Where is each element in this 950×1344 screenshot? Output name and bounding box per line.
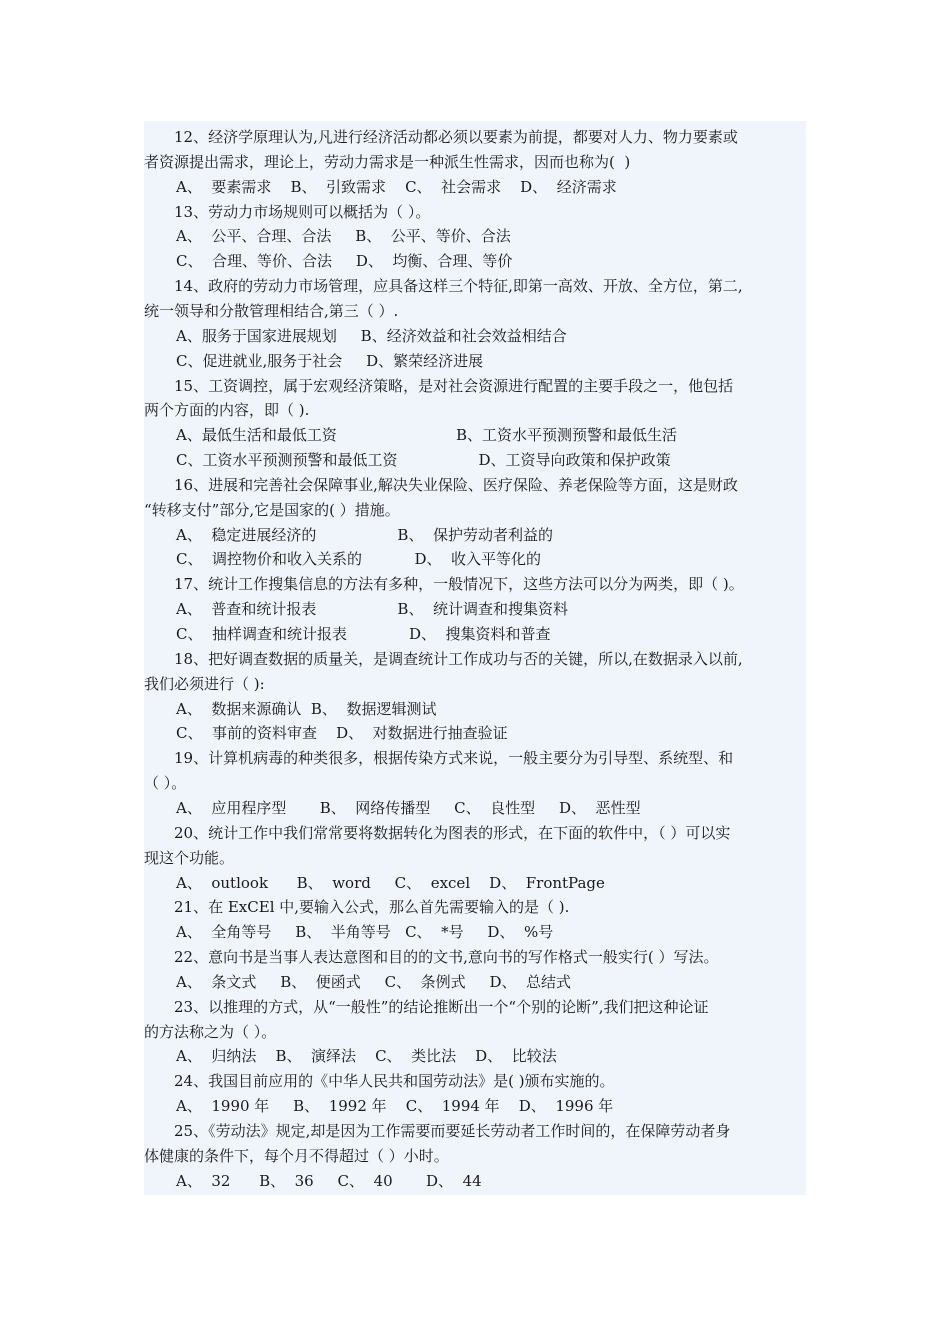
question-text-line: 18、把好调查数据的质量关，是调查统计工作成功与否的关键，所以,在数据录入以前, (174, 649, 743, 668)
question-text-line: “转移支付”部分,它是国家的( ）措施。 (144, 500, 400, 519)
answer-options-line: A、 32 B、 36 C、 40 D、 44 (176, 1171, 482, 1190)
question-text-line: （ ）。 (144, 774, 187, 793)
answer-options-line: A、 稳定进展经济的 B、 保护劳动者利益的 (176, 525, 553, 544)
answer-options-line: C、促进就业,服务于社会 D、繁荣经济进展 (176, 351, 484, 370)
answer-options-line: C、 事前的资料审查 D、 对数据进行抽查验证 (176, 724, 508, 743)
question-text-line: 21、在 ExCEl 中,要输入公式，那么首先需要输入的是（ ). (174, 898, 570, 917)
answer-options-line: C、工资水平预测预警和最低工资 D、工资导向政策和保护政策 (176, 451, 671, 470)
answer-options-line: C、 抽样调查和统计报表 D、 搜集资料和普查 (176, 625, 551, 643)
answer-options-line: A、最低生活和最低工资 B、工资水平预测预警和最低生活 (176, 426, 678, 445)
answer-options-line: A、 应用程序型 B、 网络传播型 C、 良性型 D、 恶性型 (176, 798, 641, 817)
answer-options-line: C、 调控物价和收入关系的 D、 收入平等化的 (176, 550, 542, 569)
question-text-line: 统一领导和分散管理相结合,第三（ ）. (144, 301, 399, 320)
question-text-line: 15、工资调控，属于宏观经济策略，是对社会资源进行配置的主要手段之一，他包括 (174, 376, 734, 395)
answer-options-line: A、 1990 年 B、 1992 年 C、 1994 年 D、 1996 年 (176, 1097, 614, 1116)
question-text-line: 19、计算机病毒的种类很多，根据传染方式来说，一般主要分为引导型、系统型、和 (174, 749, 734, 768)
question-text-line: 两个方面的内容，即（ ). (144, 401, 310, 420)
question-text-line: 23、以推理的方式，从“一般性”的结论推断出一个“个别的论断”,我们把这种论证 (174, 997, 709, 1016)
question-text-line: 17、统计工作搜集信息的方法有多种，一般情况下，这些方法可以分为两类，即（ )。 (174, 575, 744, 594)
question-text-line: 者资源提出需求，理论上，劳动力需求是一种派生性需求，因而也称为( ) (144, 152, 631, 171)
answer-options-line: A、 全角等号 B、 半角等号 C、 *号 D、 %号 (176, 923, 554, 942)
question-text-line: 16、进展和完善社会保障事业,解决失业保险、医疗保险、养老保险等方面，这是财政 (174, 475, 738, 494)
question-text-line: 22、意向书是当事人表达意图和目的的文书,意向书的写作格式一般实行( ）写法。 (174, 948, 719, 967)
question-text-line: 的方法称之为（ ）。 (144, 1022, 277, 1041)
question-text-line: 14、政府的劳动力市场管理，应具备这样三个特征,即第一高效、开放、全方位，第二, (174, 277, 743, 296)
question-text-line: 12、经济学原理认为,凡进行经济活动都必须以要素为前提，都要对人力、物力要素或 (174, 128, 738, 146)
answer-options-line: A、 outlook B、 word C、 excel D、 FrontPage (176, 873, 605, 892)
question-text-line: 24、我国目前应用的《中华人民共和国劳动法》是( )颁布实施的。 (174, 1072, 615, 1091)
answer-options-line: C、 合理、等价、合法 D、 均衡、合理、等价 (176, 252, 513, 271)
question-text-line: 我们必须进行（ ): (144, 674, 265, 693)
answer-options-line: A、 条文式 B、 便函式 C、 条例式 D、 总结式 (176, 972, 572, 991)
answer-options-line: A、 归纳法 B、 演绎法 C、 类比法 D、 比较法 (176, 1047, 557, 1066)
question-text-line: 20、统计工作中我们常常要将数据转化为图表的形式，在下面的软件中，（ ）可以实 (174, 823, 731, 842)
answer-options-line: A、 普查和统计报表 B、 统计调查和搜集资料 (176, 600, 568, 619)
question-text-line: 25、《劳动法》规定,却是因为工作需要而要延长劳动者工作时间的，在保障劳动者身 (174, 1122, 731, 1140)
question-text-block (144, 121, 806, 1195)
question-text-line: 13、劳动力市场规则可以概括为（ ）。 (174, 202, 431, 221)
answer-options-line: A、服务于国家进展规划 B、经济效益和社会效益相结合 (176, 326, 567, 345)
answer-options-line: A、 要素需求 B、 引致需求 C、 社会需求 D、 经济需求 (176, 177, 617, 196)
answer-options-line: A、 数据来源确认 B、 数据逻辑测试 (176, 699, 437, 718)
answer-options-line: A、 公平、合理、合法 B、 公平、等价、合法 (176, 227, 511, 246)
question-text-line: 体健康的条件下，每个月不得超过（ ）小时。 (144, 1146, 449, 1165)
question-text-line: 现这个功能。 (144, 848, 235, 867)
